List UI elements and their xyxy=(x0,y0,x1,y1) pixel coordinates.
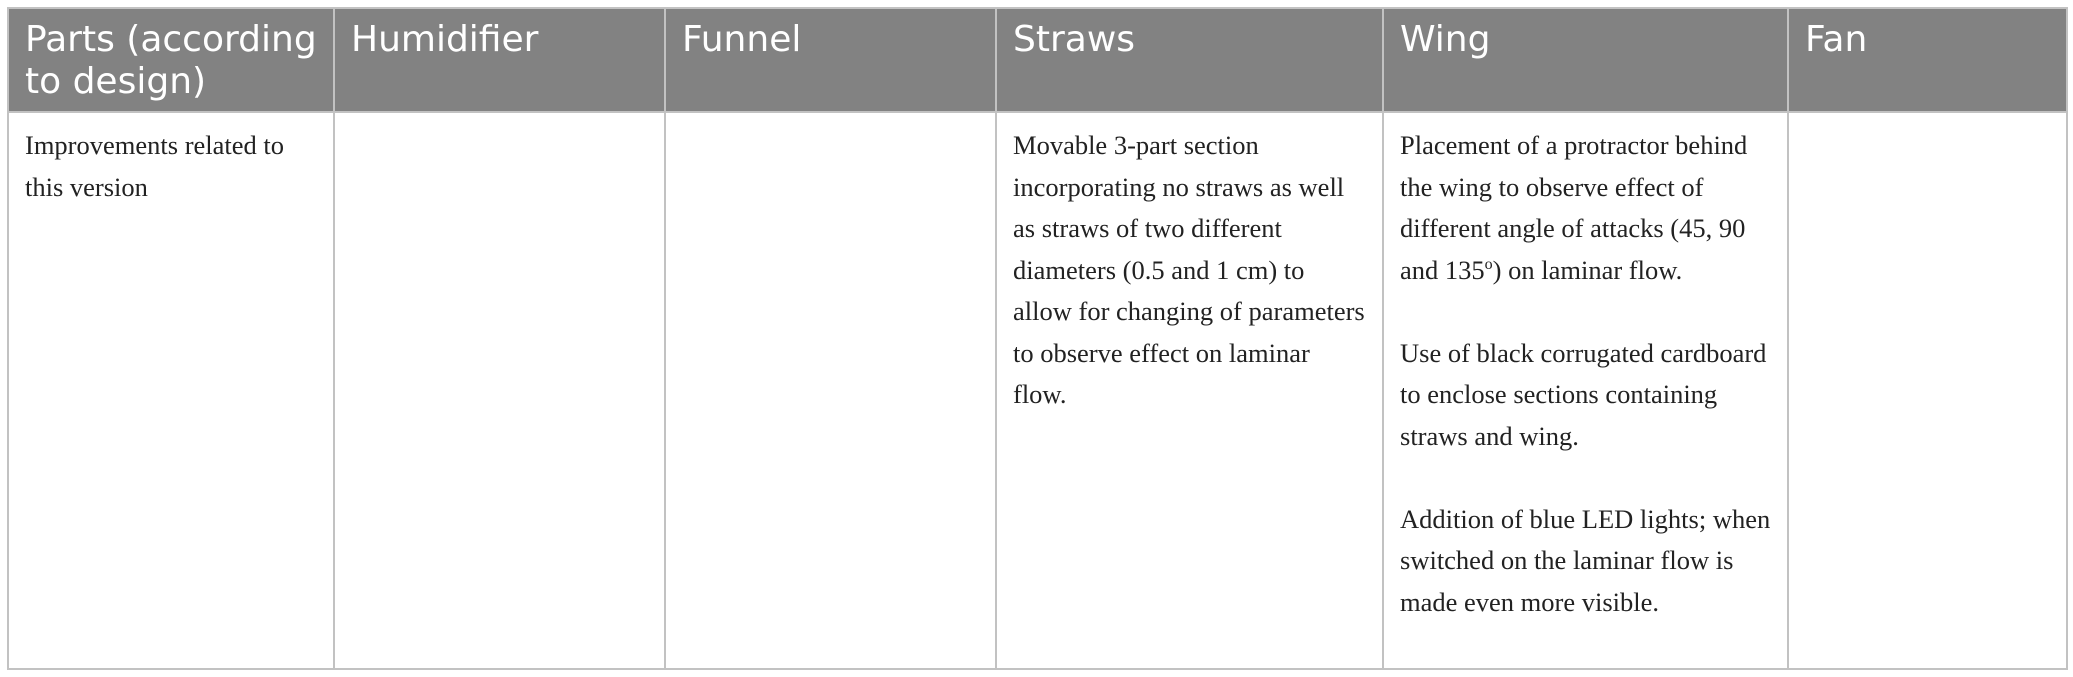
wing-cell xyxy=(1383,112,1788,669)
wing-text-protractor-end: ) on laminar flow. xyxy=(1492,254,1683,285)
wing-text-protractor: Placement of a protractor behind the wing to observe effect of different angle of attacks (45, 90 and 135 xyxy=(1400,130,1748,285)
table-row xyxy=(8,112,2067,669)
header-parts: Parts (according to design) xyxy=(8,8,334,112)
header-straws: Straws xyxy=(996,8,1383,112)
header-humidifier: Humidifier xyxy=(334,8,665,112)
degree-superscript: o xyxy=(1484,255,1493,273)
straws-cell: Movable 3-part section incorporating no straws as well as straws of two different diameters (0.5 and 1 cm) to allow for changing of parameters to observe effect on laminar flow. xyxy=(996,112,1383,669)
table-header-row xyxy=(8,8,2067,112)
header-wing: Wing xyxy=(1383,8,1788,112)
funnel-cell xyxy=(665,112,996,669)
header-fan: Fan xyxy=(1788,8,2067,112)
header-funnel: Funnel xyxy=(665,8,996,112)
fan-cell xyxy=(1788,112,2067,669)
design-improvements-table xyxy=(7,7,2068,670)
humidifier-cell xyxy=(334,112,665,669)
row-label-cell: Improvements related to this version xyxy=(8,112,334,669)
wing-paragraph-cardboard: Use of black corrugated cardboard to enclose sections containing straws and wing. xyxy=(1400,337,1767,451)
wing-paragraph-led: Addition of blue LED lights; when switched on the laminar flow is made even more visible. xyxy=(1400,503,1771,617)
wing-paragraph-protractor xyxy=(1400,125,1773,291)
comparison-table-container xyxy=(7,7,2066,670)
